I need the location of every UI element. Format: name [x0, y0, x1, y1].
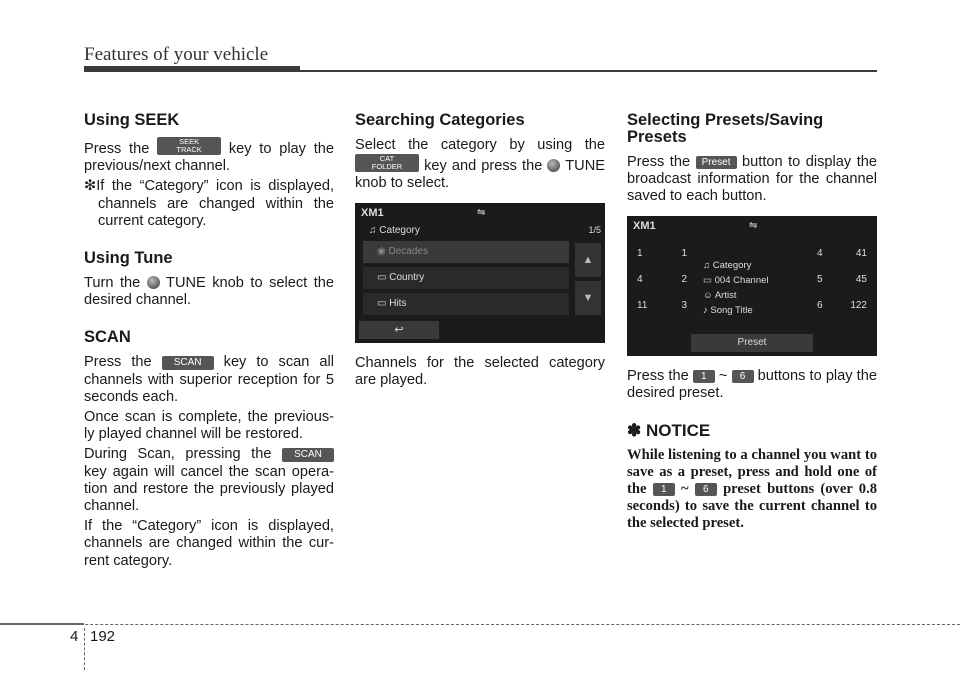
tune-heading: Using Tune	[84, 249, 173, 268]
category-screen	[355, 203, 605, 343]
tune-paragraph: Turn the TUNE knob to select the desired channel.	[84, 275, 334, 309]
scan-button-icon: SCAN	[162, 356, 214, 370]
chapter-number: 4	[70, 628, 79, 645]
tune-knob-icon	[547, 159, 560, 172]
usb-icon: ⇋	[477, 206, 486, 218]
seek-note: ❇If the “Category” icon is displayed, channels are changed within the current category.	[84, 178, 334, 229]
scroll-down-button[interactable]: ▼	[575, 281, 601, 315]
tune-knob-icon	[147, 276, 160, 289]
scan-heading: SCAN	[84, 328, 131, 347]
seek-heading: Using SEEK	[84, 111, 180, 129]
screen-band: XM1	[633, 219, 656, 232]
info-artist: ☺ Artist	[703, 289, 737, 301]
preset-slot[interactable]: 1 1	[637, 247, 687, 259]
info-category: ♫ Category	[703, 259, 752, 271]
preset-slot[interactable]: 5 45	[817, 273, 867, 285]
scan-paragraph-4: If the “Category” icon is displayed, channels are changed within the cur-rent category.	[84, 518, 334, 569]
categories-paragraph-2: Channels for the selected category are played.	[355, 354, 605, 388]
presets-heading: Selecting Presets/Saving Presets	[627, 111, 824, 146]
categories-heading: Searching Categories	[355, 111, 525, 129]
screen-page: 1/5	[588, 224, 601, 235]
seek-track-button-icon: SEEK TRACK	[157, 137, 221, 155]
header-bar	[84, 66, 300, 72]
notice-heading: ✽ NOTICE	[627, 421, 711, 441]
preset-1-button-icon: 1	[653, 483, 675, 496]
preset-right-list	[813, 248, 871, 326]
preset-6-button-icon: 6	[695, 483, 717, 496]
presets-paragraph: Press the Preset button to display the broadcast information for the channel saved to each button.	[627, 154, 877, 205]
notice-box	[627, 422, 877, 532]
preset-1-button-icon: 1	[693, 370, 715, 383]
scroll-up-button[interactable]: ▲	[575, 243, 601, 277]
footer-divider	[84, 628, 85, 670]
notice-paragraph: While listening to a channel you want to save as a preset, press and hold one of the 1 ~ 6 preset buttons (over 0.8 seconds) to save the current channel to the selected preset.	[627, 447, 878, 532]
scan-button-icon-2: SCAN	[282, 448, 334, 462]
column-2	[355, 112, 605, 389]
preset-slot[interactable]: 6 122	[817, 299, 867, 311]
usb-icon: ⇋	[749, 219, 758, 231]
seek-paragraph: Press the SEEK TRACK key to play the previous/next channel.	[84, 137, 335, 175]
column-3	[627, 112, 877, 532]
screen-item[interactable]: ▭ Country	[363, 267, 569, 289]
header-title: Features of your vehicle	[84, 44, 269, 65]
screen-category-header: ♫ Category	[369, 224, 420, 236]
preset-6-button-icon: 6	[732, 370, 754, 383]
presets-paragraph-2: Press the 1 ~ 6 buttons to play the desired preset.	[627, 367, 877, 401]
info-song: ♪ Song Title	[703, 304, 753, 316]
header-rule	[300, 70, 877, 72]
categories-paragraph: Select the category by using the CAT FOLDER key and press the TUNE knob to select.	[355, 137, 605, 192]
page-number: 192	[90, 628, 116, 645]
preset-screen	[627, 216, 877, 356]
screen-band: XM1	[361, 206, 384, 219]
footer-dashed-rule	[0, 624, 960, 625]
screen-item[interactable]: ◉ Decades	[363, 241, 569, 263]
scan-paragraph-2: Once scan is complete, the previous-ly played channel will be restored.	[84, 409, 334, 443]
scan-paragraph-3: During Scan, pressing the SCAN key again will cancel the scan opera-tion and restore the previously played channel.	[84, 446, 334, 515]
info-channel: ▭ 004 Channel	[703, 274, 769, 286]
preset-save-button[interactable]: Preset	[691, 334, 813, 352]
preset-button-icon: Preset	[696, 156, 737, 169]
preset-left-list	[633, 248, 691, 326]
back-button[interactable]: ↩	[359, 321, 439, 339]
preset-slot[interactable]: 11 3	[637, 299, 687, 311]
channel-info	[703, 258, 769, 318]
preset-slot[interactable]: 4 41	[817, 247, 867, 259]
scan-paragraph-1: Press the SCAN key to scan all channels with superior reception for 5 seconds each.	[84, 354, 334, 405]
preset-slot[interactable]: 4 2	[637, 273, 687, 285]
cat-folder-button-icon: CAT FOLDER	[355, 154, 419, 172]
column-1	[84, 112, 334, 570]
screen-item[interactable]: ▭ Hits	[363, 293, 569, 315]
